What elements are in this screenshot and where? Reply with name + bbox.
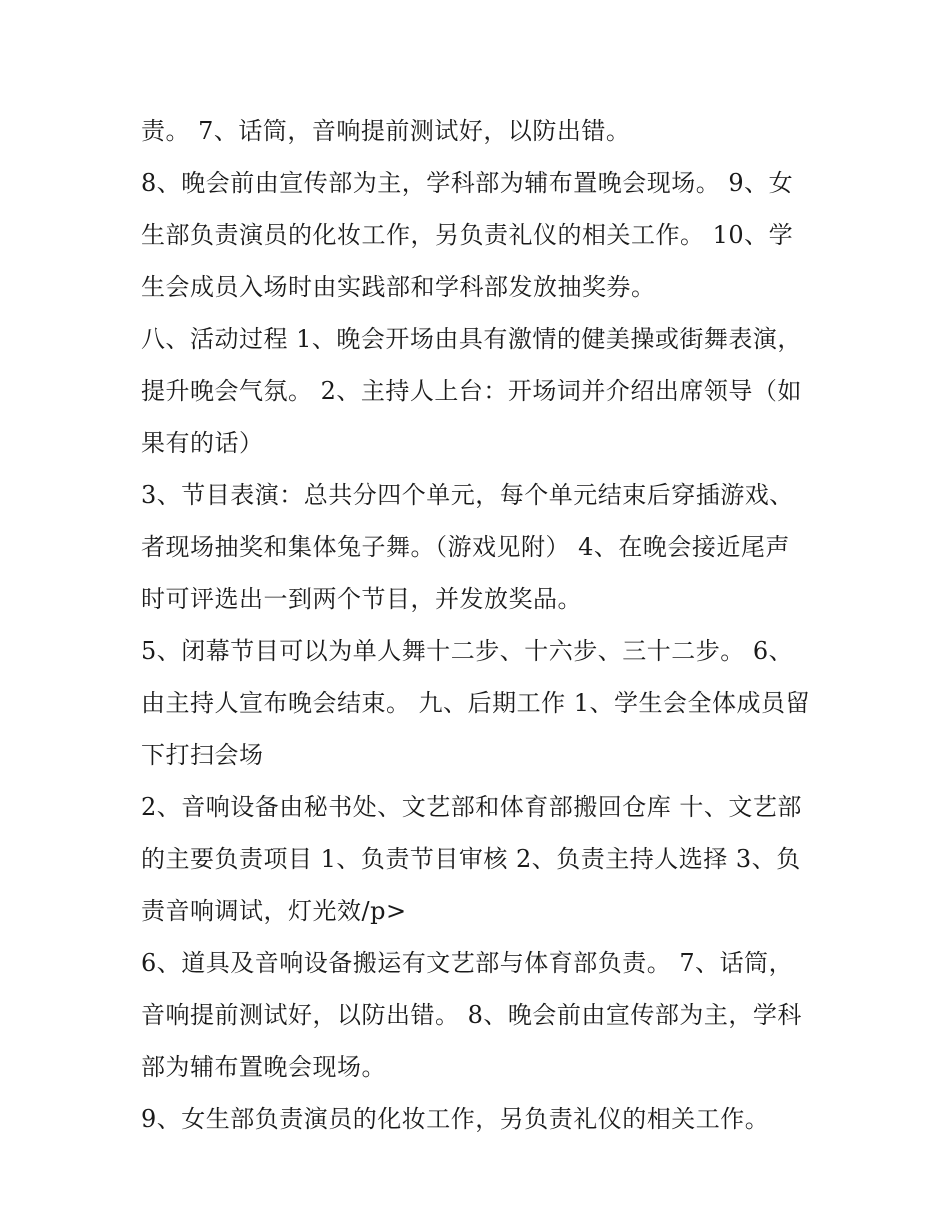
paragraph-8 <box>141 1093 821 1145</box>
paragraph-2 <box>141 157 821 313</box>
paragraph-6 <box>141 781 821 937</box>
paragraph-3 <box>141 313 821 469</box>
paragraph-4 <box>141 469 821 625</box>
text-line: 责音响调试，灯光效/p> <box>141 897 407 925</box>
text-line: 八、活动过程 1、晚会开场由具有激情的健美操或街舞表演， <box>141 325 802 353</box>
text-line: 下打扫会场 <box>141 741 264 769</box>
text-line: 6、道具及音响设备搬运有文艺部与体育部负责。 7、话筒， <box>141 949 794 977</box>
text-line: 音响提前测试好，以防出错。 8、晚会前由宣传部为主，学科 <box>141 1001 802 1029</box>
paragraph-1 <box>141 105 821 157</box>
text-line: 8、晚会前由宣传部为主，学科部为辅布置晚会现场。 9、女 <box>141 169 794 197</box>
text-line: 责。 7、话筒，音响提前测试好，以防出错。 <box>141 117 631 145</box>
text-line: 5、闭幕节目可以为单人舞十二步、十六步、三十二步。 6、 <box>141 637 794 665</box>
text-line: 生部负责演员的化妆工作，另负责礼仪的相关工作。 10、学 <box>141 221 794 249</box>
text-line: 2、音响设备由秘书处、文艺部和体育部搬回仓库 十、文艺部 <box>141 793 802 821</box>
text-line: 的主要负责项目 1、负责节目审核 2、负责主持人选择 3、负 <box>141 845 801 873</box>
text-line: 生会成员入场时由实践部和学科部发放抽奖券。 <box>141 273 656 301</box>
text-line: 3、节目表演：总共分四个单元，每个单元结束后穿插游戏、 <box>141 481 794 509</box>
text-line: 提升晚会气氛。 2、主持人上台：开场词并介绍出席领导（如 <box>141 377 802 405</box>
text-line: 时可评选出一到两个节目，并发放奖品。 <box>141 585 582 613</box>
text-line: 部为辅布置晚会现场。 <box>141 1053 386 1081</box>
paragraph-5 <box>141 625 821 781</box>
text-line: 者现场抽奖和集体兔子舞。（游戏见附） 4、在晚会接近尾声 <box>141 533 790 561</box>
text-line: 果有的话） <box>141 429 264 457</box>
text-line: 由主持人宣布晚会结束。 九、后期工作 1、学生会全体成员留 <box>141 689 811 717</box>
text-line: 9、女生部负责演员的化妆工作，另负责礼仪的相关工作。 <box>141 1105 770 1133</box>
document-body <box>141 105 821 1145</box>
paragraph-7 <box>141 937 821 1093</box>
